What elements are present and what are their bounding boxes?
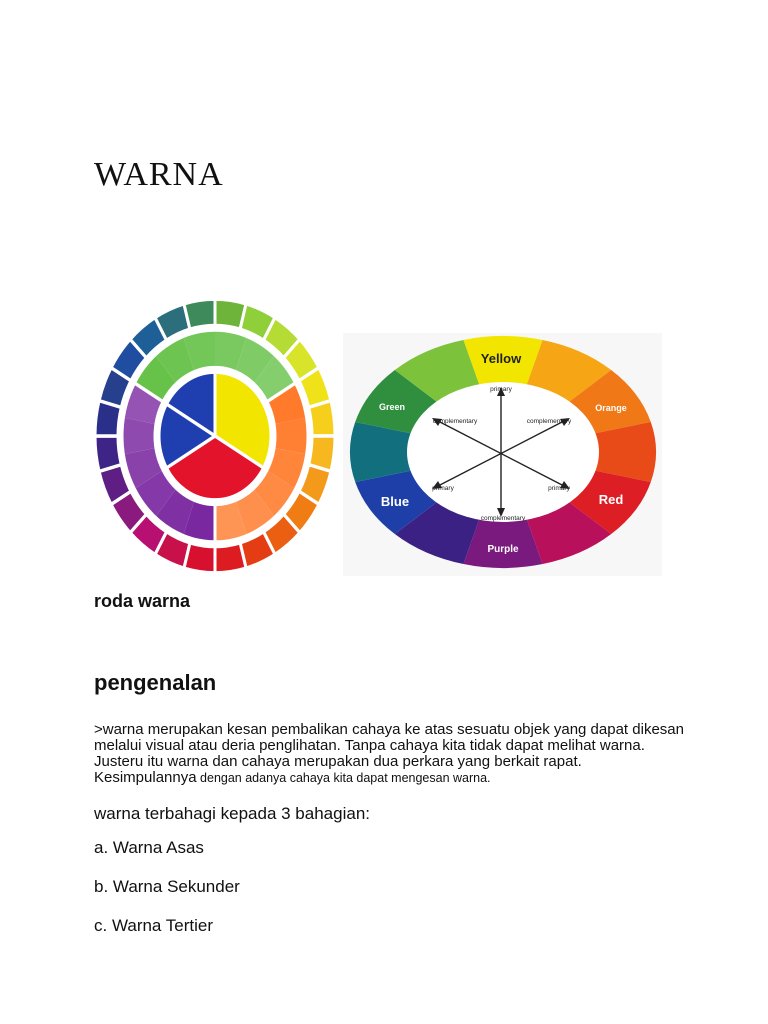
label-green: Green: [378, 402, 406, 412]
outer-ring-segment: [309, 401, 335, 436]
outer-ring-segment: [215, 543, 246, 573]
intro-paragraph-text: >warna merupakan kesan pembalikan cahaya ke atas sesuatu objek yang dapat dikesan melalui visual atau deria penglihatan. Tanpa cahaya kita tidak dapat melihat warna. Justeru itu warna dan cahaya merupakan dua perkara yang berkait rapat. Kesimpulannya: [94, 721, 684, 786]
color-wheel-image-right: [343, 333, 662, 576]
label-blue: Blue: [380, 494, 410, 509]
list-item-warna-asas: a. Warna Asas: [94, 838, 204, 857]
page-title: WARNA: [94, 156, 224, 193]
middle-ring-segment: [274, 418, 308, 455]
arrow-label-primary-left: primary: [432, 485, 454, 492]
label-yellow: Yellow: [480, 351, 522, 366]
label-red: Red: [598, 492, 624, 507]
intro-paragraph: [94, 722, 684, 786]
arrow-label-primary-top: primary: [490, 386, 512, 393]
section-heading: pengenalan: [94, 670, 217, 695]
list-item-warna-sekunder: b. Warna Sekunder: [94, 877, 240, 896]
middle-ring-segment: [122, 418, 156, 455]
intro-paragraph-conclusion: dengan adanya cahaya kita dapat mengesan warna.: [196, 771, 491, 785]
outer-ring-segment: [95, 436, 121, 471]
list-item-warna-tertier: c. Warna Tertier: [94, 916, 214, 935]
label-orange: Orange: [595, 403, 627, 413]
arrow-label-complementary-left: complementary: [432, 418, 478, 425]
arrow-label-complementary-bottom: complementary: [480, 515, 526, 522]
arrow-label-complementary-right: complementary: [526, 418, 572, 425]
arrow-label-primary-right: primary: [548, 485, 570, 492]
primary-colors-center: [159, 372, 271, 500]
divisions-intro: warna terbahagi kepada 3 bahagian:: [94, 804, 370, 823]
color-wheel-image-left: [92, 295, 338, 577]
image-caption: roda warna: [94, 591, 191, 611]
outer-ring-segment: [184, 299, 215, 329]
label-purple: Purple: [487, 544, 519, 555]
